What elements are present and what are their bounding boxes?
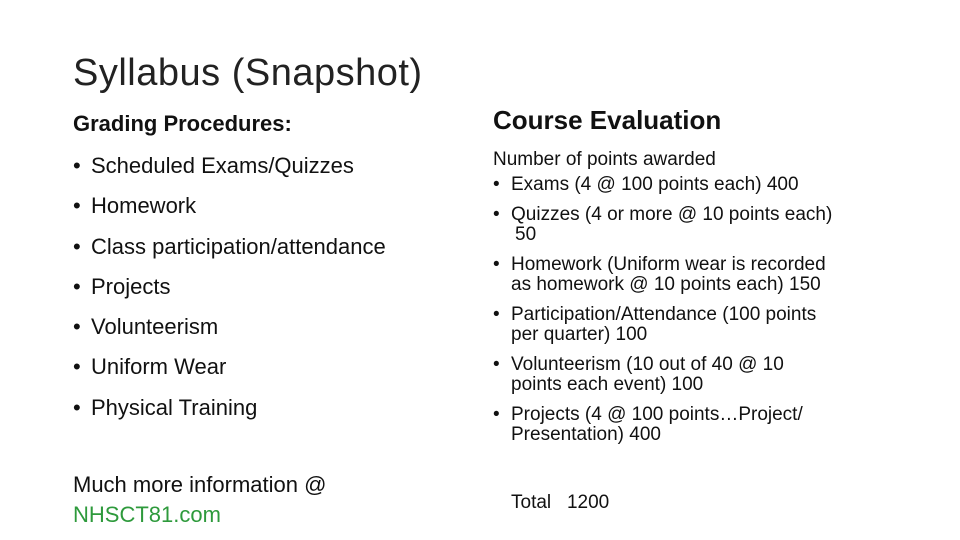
list-item: • Projects <box>73 267 473 307</box>
list-item: • Quizzes (4 or more @ 10 points each) 50 <box>493 204 833 245</box>
bullet-icon: • <box>493 204 500 225</box>
bullet-icon: • <box>493 304 500 325</box>
list-item: • Homework <box>73 186 473 226</box>
bullet-icon: • <box>493 354 500 375</box>
list-item: • Participation/Attendance (100 points per quarter) 100 <box>493 304 817 345</box>
bullet-icon: • <box>73 354 81 380</box>
bullet-icon: • <box>73 314 81 340</box>
bullet-icon: • <box>73 233 81 259</box>
course-evaluation-section <box>493 103 933 455</box>
list-item: • Volunteerism <box>73 307 473 347</box>
list-item: • Class participation/attendance <box>73 227 473 267</box>
bullet-icon: • <box>73 273 81 299</box>
slide-title: Syllabus (Snapshot) <box>73 52 423 94</box>
list-item: • Volunteerism (10 out of 40 @ 10 points each event) 100 <box>493 354 784 395</box>
list-item: • Scheduled Exams/Quizzes <box>73 146 473 186</box>
list-item: • Uniform Wear <box>73 347 473 387</box>
evaluation-total: Total 1200 <box>511 492 610 513</box>
bullet-icon: • <box>493 404 500 425</box>
bullet-icon: • <box>493 174 500 195</box>
list-item: • Projects (4 @ 100 points…Project/ Presentation) 400 <box>493 404 803 445</box>
bullet-icon: • <box>73 394 81 420</box>
website-link[interactable]: NHSCT81.com <box>73 502 221 527</box>
bullet-icon: • <box>73 193 81 219</box>
grading-heading: Grading Procedures: <box>73 111 292 136</box>
grading-list <box>73 146 473 428</box>
more-info-text: Much more information @ <box>73 472 327 497</box>
grading-procedures-section <box>73 108 473 428</box>
list-item: • Physical Training <box>73 388 473 428</box>
bullet-icon: • <box>73 153 81 178</box>
evaluation-intro: Number of points awarded <box>493 149 716 170</box>
more-info <box>73 470 326 530</box>
list-item: • Exams (4 @ 100 points each) 400 <box>493 174 799 195</box>
evaluation-heading: Course Evaluation <box>493 105 722 135</box>
list-item: • Homework (Uniform wear is recorded as homework @ 10 points each) 150 <box>493 254 826 295</box>
bullet-icon: • <box>493 254 500 275</box>
evaluation-list <box>493 175 933 445</box>
